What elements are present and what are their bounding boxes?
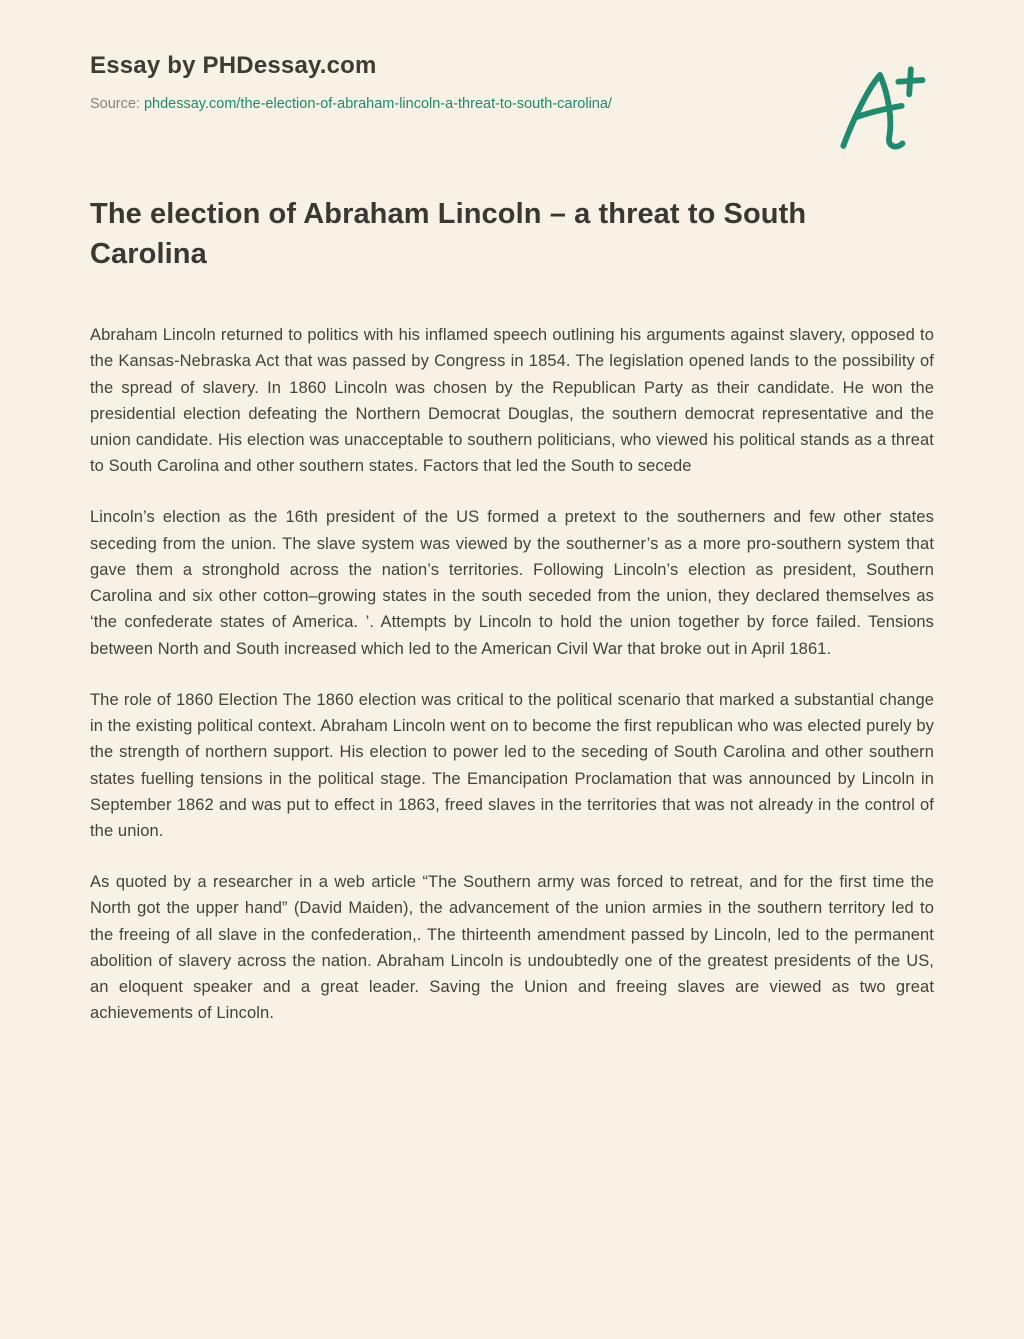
source-line [90, 96, 934, 112]
essay-title: The election of Abraham Lincoln – a threat to South Carolina [90, 198, 807, 271]
essay-paragraph-3: The role of 1860 Election The 1860 election was critical to the political scenario that marked a substantial change in the existing political context. Abraham Lincoln went on to become the first republican who was elected purely by the strength of northern support. His election to power led to the seceding of South Carolina and other southern states fuelling tensions in the political stage. The Emancipation Proclamation that was announced by Lincoln in September 1862 and was put to effect in 1863, freed slaves in the territories that was not already in the control of the union. [90, 690, 934, 841]
source-url-link[interactable]: phdessay.com/the-election-of-abraham-lincoln-a-threat-to-south-carolina/ [143, 96, 612, 112]
essay-paragraph-2: Lincoln’s election as the 16th president of the US formed a pretext to the southerners and few other states seceding from the union. The slave system was viewed by the southerner’s as a more pro-southern system that gave them a stronghold across the nation’s territories. Following Lincoln’s election as president, Southern Carolina and six other cotton–growing states in the south seceded from the union, they declared themselves as ‘the confederate states of America. ’. Attempts by Lincoln to hold the union together by force failed. Tensions between North and South increased which led to the American Civil War that broke out in April 1861. [90, 508, 934, 658]
a-plus-logo-icon [830, 58, 930, 163]
essay-body [90, 322, 934, 1027]
essay-paragraph-1: Abraham Lincoln returned to politics with his inflamed speech outlining his arguments against slavery, opposed to the Kansas-Nebraska Act that was passed by Congress in 1854. The legislation opened lands to the possibility of the spread of slavery. In 1860 Lincoln was chosen by the Republican Party as their candidate. He won the presidential election defeating the Northern Democrat Douglas, the southern democrat representative and the union candidate. His election was unacceptable to southern politicians, who viewed his political stands as a threat to South Carolina and other southern states. Factors that led the South to secede [90, 326, 934, 476]
essay-paragraph-4: As quoted by a researcher in a web article “The Southern army was forced to retreat, and for the first time the North got the upper hand” (David Maiden), the advancement of the union armies in the southern territory led to the freeing of all slave in the confederation,. The thirteenth amendment passed by Lincoln, led to the permanent abolition of slavery across the nation. Abraham Lincoln is undoubtedly one of the greatest presidents of the US, an eloquent speaker and a great leader. Saving the Union and freeing slaves are viewed as two great achievements of Lincoln. [90, 873, 934, 1023]
site-header-title: Essay by PHDessay.com [90, 52, 377, 79]
source-label: Source: [90, 96, 140, 112]
